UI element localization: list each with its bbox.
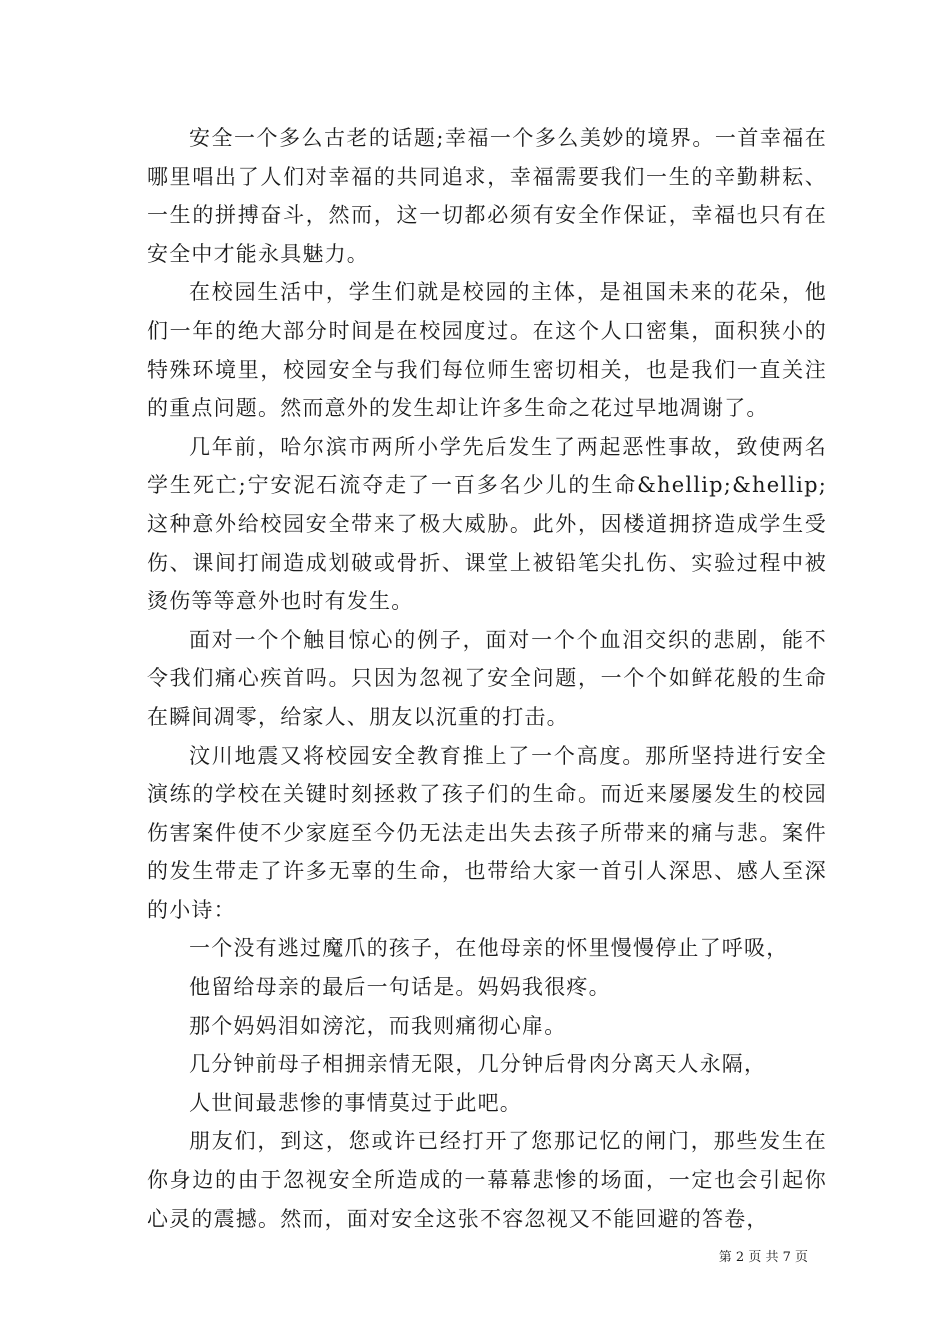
document-body [147, 119, 827, 1238]
poem-line: 一个没有逃过魔爪的孩子，在他母亲的怀里慢慢停止了呼吸， [189, 936, 789, 961]
closing-paragraph: 朋友们，到这，您或许已经打开了您那记忆的闸门，那些发生在你身边的由于忽视安全所造成的一幕幕悲惨的场面，一定也会引起你心灵的震撼。然而，面对安全这张不容忽视又不能回避的答卷， [147, 1129, 827, 1231]
poem-line: 那个妈妈泪如滂沱，而我则痛彻心扉。 [189, 1013, 567, 1038]
paragraph: 面对一个个触目惊心的例子，面对一个个血泪交织的悲剧，能不令我们痛心疾首吗。只因为忽视了安全问题，一个个如鲜花般的生命在瞬间凋零，给家人、朋友以沉重的打击。 [147, 627, 827, 729]
page-footer: 第 2 页 共 7 页 [718, 1250, 808, 1265]
paragraph: 几年前，哈尔滨市两所小学先后发生了两起恶性事故，致使两名学生死亡;宁安泥石流夺走了一百多名少儿的生命&hellip;&hellip;这种意外给校园安全带来了极大威胁。此外，因楼道拥挤造成学生受伤、课间打闹造成划破或骨折、课堂上被铅笔尖扎伤、实验过程中被烫伤等等意外也时有发生。 [147, 434, 827, 614]
paragraph: 安全一个多么古老的话题;幸福一个多么美妙的境界。一首幸福在哪里唱出了人们对幸福的共同追求，幸福需要我们一生的辛勤耕耘、一生的拼搏奋斗，然而，这一切都必须有安全作保证，幸福也只有在安全中才能永具魅力。 [147, 126, 827, 266]
poem-line: 几分钟前母子相拥亲情无限，几分钟后骨肉分离天人永隔， [189, 1052, 767, 1077]
paragraph: 汶川地震又将校园安全教育推上了一个高度。那所坚持进行安全演练的学校在关键时刻拯救了孩子们的生命。而近来屡屡发生的校园伤害案件使不少家庭至今仍无法走出失去孩子所带来的痛与悲。案件的发生带走了许多无辜的生命，也带给大家一首引人深思、感人至深的小诗： [147, 743, 827, 922]
poem-line: 人世间最悲惨的事情莫过于此吧。 [189, 1090, 522, 1115]
poem-line: 他留给母亲的最后一句话是。妈妈我很疼。 [189, 975, 611, 1000]
paragraph: 在校园生活中，学生们就是校园的主体，是祖国未来的花朵，他们一年的绝大部分时间是在校园度过。在这个人口密集，面积狭小的特殊环境里，校园安全与我们每位师生密切相关，也是我们一直关注的重点问题。然而意外的发生却让许多生命之花过早地凋谢了。 [147, 280, 827, 421]
